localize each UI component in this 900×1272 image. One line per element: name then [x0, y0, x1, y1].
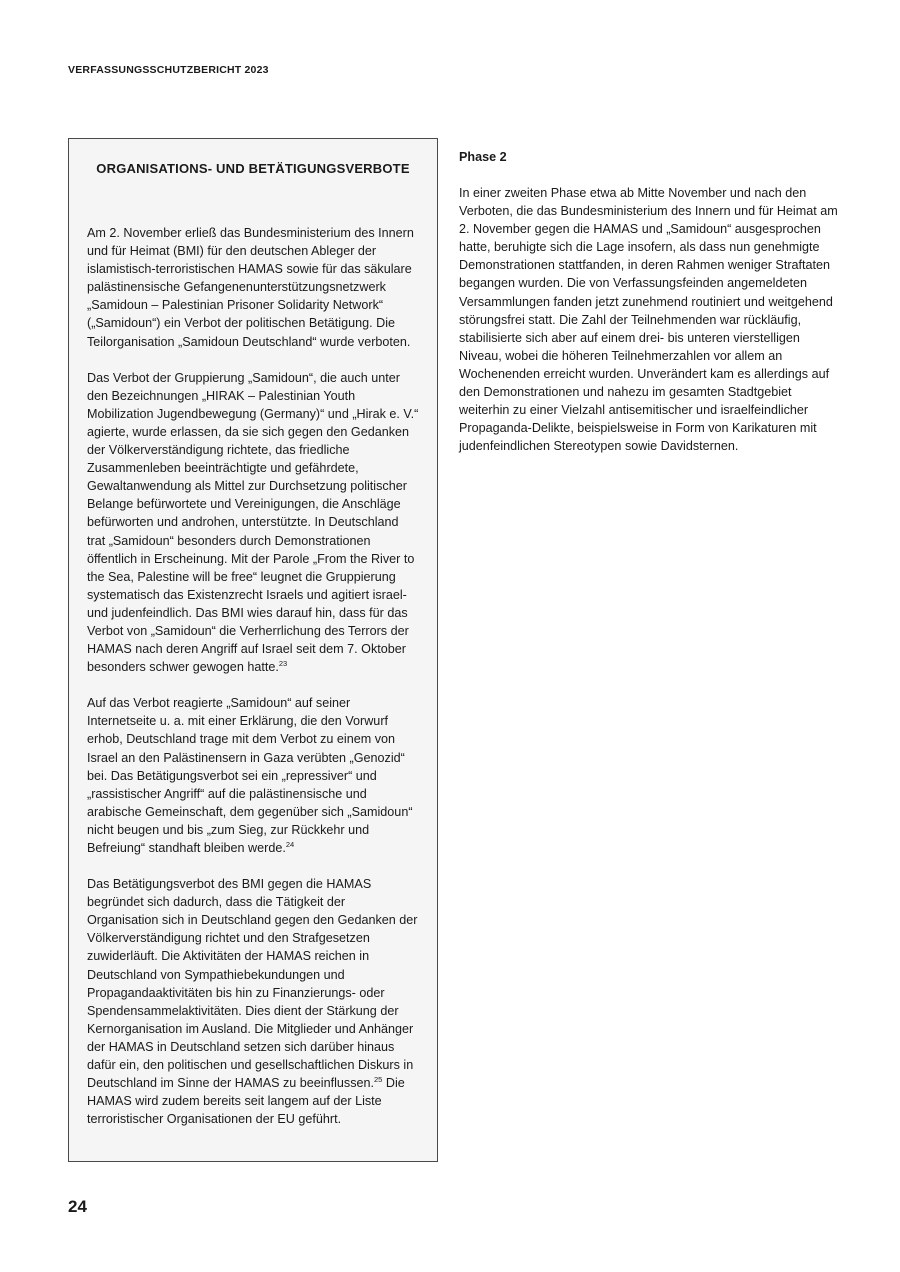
box-paragraph-4: Das Betätigungsverbot des BMI gegen die HAMAS begründet sich dadurch, dass die Tätigkeit der Organisation sich in Deutschland gegen den Gedanken der Völkerverständigung richtet und den Strafgesetzen zuwiderläuft. Die Aktivitäten der HAMAS reichen in Deutschland von Sympathiebekundungen und Propagandaaktivitäten bis hin zu Finanzierungs- oder Spendensammelaktivitäten. Dies dient der Stärkung der Kernorganisation im Ausland. Die Mitglieder und Anhänger der HAMAS in Deutschland setzen sich darüber hinaus dafür ein, den politischen und gesellschaftlichen Diskurs in Deutschland im Sinne der HAMAS zu beeinflussen.$^{25}$ Die HAMAS wird zudem bereits seit langem auf der Liste terroristischer Organisationen der EU geführt.: [87, 877, 418, 1127]
box-paragraph-2: Das Verbot der Gruppierung „Samidoun“, die auch unter den Bezeichnungen „HIRAK – Palestinian Youth Mobilization Jugendbewegung (Germany)“ und „Hirak e. V.“ agierte, wurde erlassen, da sie sich gegen den Gedanken der Völkerverständigung richtete, das friedliche Zusammenleben beeinträchtigte und gefährdete, Gewaltanwendung als Mittel zur Durchsetzung politischer Belange befürwortete und Vereinigungen, die Anschläge befürworten und androhen, unterstützte. In Deutschland trat „Samidoun“ besonders durch Demonstrationen öffentlich in Erscheinung. Mit der Parole „From the River to the Sea, Palestine will be free“ leugnet die Gruppierung systematisch das Existenzrecht Israels und agitiert israel- und judenfeindlich. Das BMI wies darauf hin, dass für das Verbot von „Samidoun“ die Verherrlichung des Terrors der HAMAS nach deren Angriff auf Israel seit dem 7. Oktober besonders schwer gewogen hatte.$^{23}$: [87, 370, 419, 675]
right-paragraph: In einer zweiten Phase etwa ab Mitte November und nach den Verboten, die das Bundesministerium des Innern und für Heimat am 2. November gegen die HAMAS und „Samidoun“ ausgesprochen hatte, beruhigte sich die Lage insofern, als dass nun genehmigte Demonstrationen stattfanden, in deren Rahmen weniger Straftaten begangen wurden. Die von Verfassungsfeinden angemeldeten Versammlungen fanden jetzt zunehmend routiniert und weitgehend störungsfrei statt. Die Zahl der Teilnehmenden war rückläufig, stabilisierte sich aber auf einem drei- bis unteren vierstelligen Niveau, wobei die höheren Teilnehmerzahlen vor allem an Wochenenden erreicht wurden. Unverändert kam es allerdings auf den Demonstrationen und nahezu im gesamten Stadtgebiet weiterhin zu einer Vielzahl antisemitischer und israelfeindlicher Propaganda-Delikte, beispielsweise in Form von Karikaturen mit judenfeindlichen Stereotypen sowie Davidsternen.: [459, 186, 838, 454]
footnote-ref-23[interactable]: 23: [278, 659, 288, 669]
right-column: [459, 150, 839, 455]
box-paragraph-3: Auf das Verbot reagierte „Samidoun“ auf seiner Internetseite u. a. mit einer Erklärung, die den Vorwurf erhob, Deutschland trage mit dem Verbot zu einem von Israel an den Palästinensern in Gaza verübten „Genozid“ bei. Das Betätigungsverbot sei ein „repressiver“ und „rassistischer Angriff“ auf die palästinensische und arabische Gemeinschaft, dem gegenüber sich „Samidoun“ nicht beugen und bis „zum Sieg, zur Rückkehr und Befreiung“ standhaft bleiben werde.$^{24}$: [87, 696, 413, 855]
footnote-ref-24[interactable]: 24: [285, 840, 295, 849]
box-title: ORGANISATIONS- UND BETÄTIGUNGSVERBOTE: [96, 161, 410, 176]
page-number: 24: [68, 1197, 87, 1216]
info-box: [68, 138, 438, 1162]
running-header: VERFASSUNGSSCHUTZBERICHT 2023: [68, 64, 269, 76]
box-paragraph-1: Am 2. November erließ das Bundesministerium des Innern und für Heimat (BMI) für den deutschen Ableger der islamistisch-terroristischen HAMAS sowie für das säkulare palästinensische Gefangenenunterstützungsnetzwerk „Samidoun – Palestinian Prisoner Solidarity Network“ („Samidoun“) ein Verbot der politischen Betätigung. Die Teilorganisation „Samidoun Deutschland“ wurde verboten.: [87, 226, 414, 349]
footnote-ref-25[interactable]: 25: [374, 1075, 383, 1085]
section-heading-phase-2: Phase 2: [459, 150, 507, 164]
